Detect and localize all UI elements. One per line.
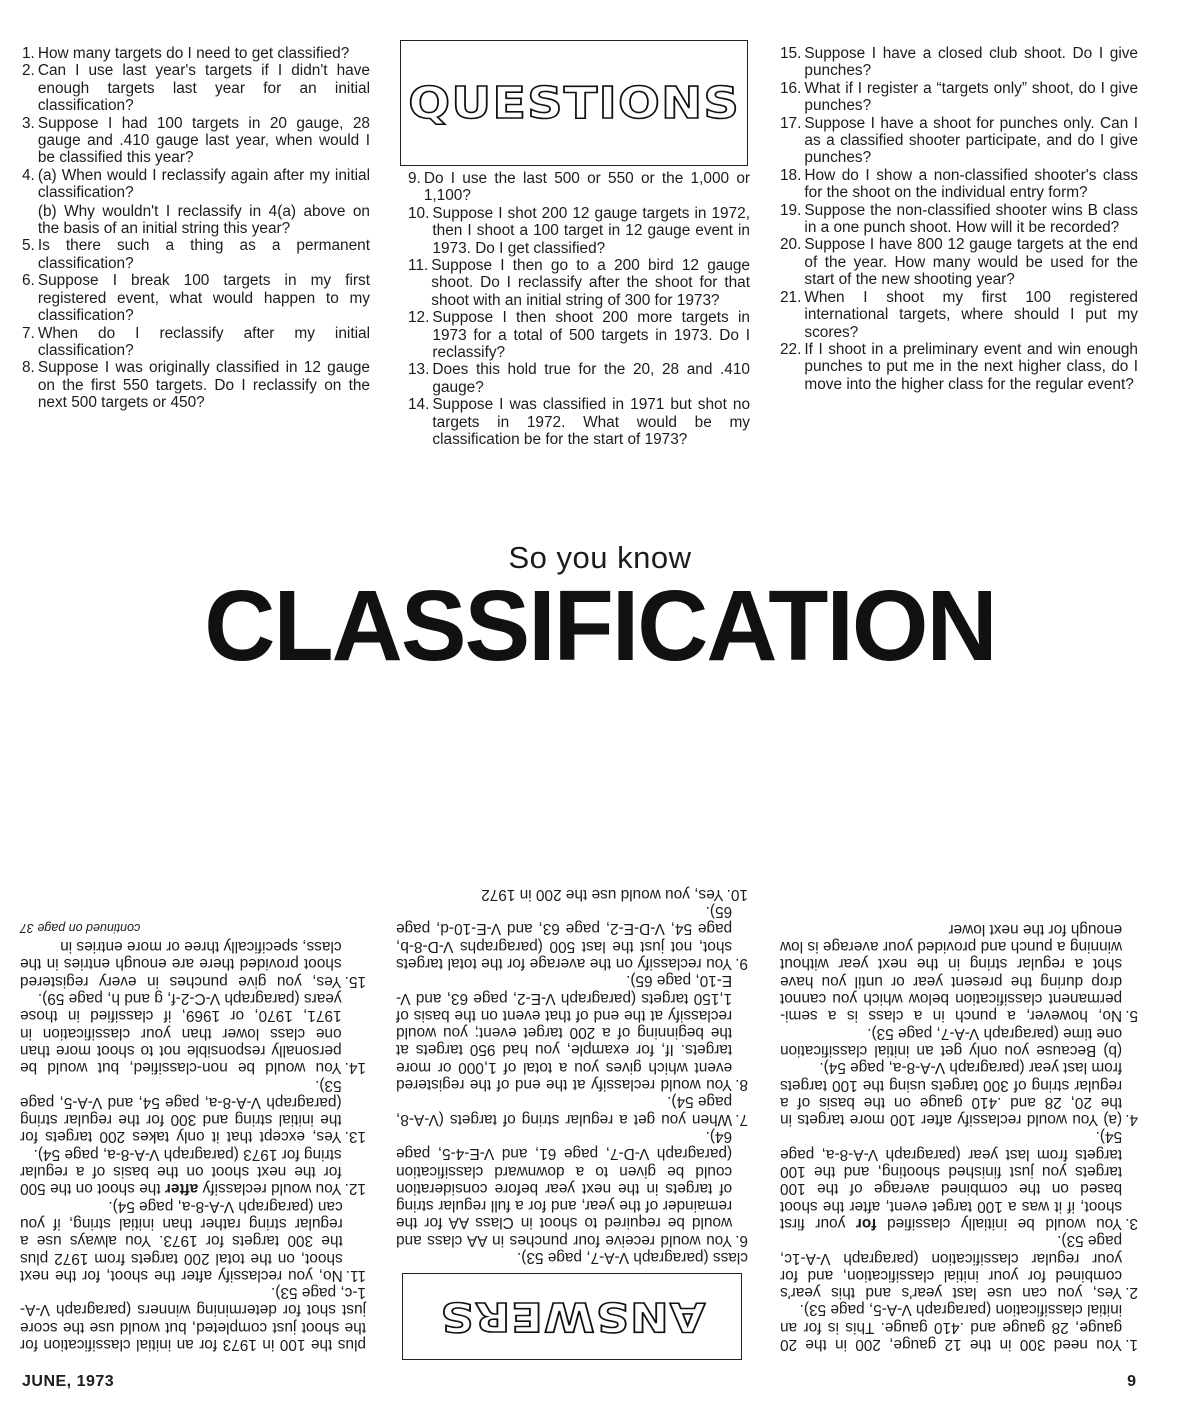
answer-item: 10. Yes, you would use the 200 in 1972 bbox=[481, 885, 748, 903]
question-item: 20. Suppose I have 800 12 gauge targets at the end of the year. How many would be used for the start of the new shooting year? bbox=[780, 236, 1138, 289]
answer-item: 4. (a) You would reclassify after 100 more targets in the 20, 28 and .410 gauge on the basis of a regular string of 300 targets using the 100 targets from last year (paragraph V-A-8-a, page 54). (b) Because you only get an initial classification one time (paragraph V-A-7, page 53). bbox=[780, 1024, 1138, 1129]
question-item: 9. Do I use the last 500 or 550 or the 1,000 or 1,100? bbox=[408, 170, 750, 205]
continued-note: continued on page 37 bbox=[20, 920, 141, 935]
question-item: 2. Can I use last year's targets if I didn't have enough targets last year for an initial classification? bbox=[22, 62, 370, 115]
answer-item: 13. Yes, except that it only takes 200 targets for the initial string and 300 for the regular string (paragraph V-A-8-a, page 54, and V-A-5, page 53). bbox=[20, 1076, 366, 1146]
answer-item: 9. You reclassify on the average for the total targets shot, not just the last 500 (paragraphs V-D-8-b, page 54, V-D-E-2, page 63, and V-E-10-d, page 65). bbox=[396, 903, 748, 972]
answers-column-2: class (paragraph V-A-7, page 53). 6. You would receive four punches in AA class and would be required to shoot in Class AA for the remainder of the year, and for a full regular string of targets in the next year before consideration could be given to a downward classification (paragraph V-D-7, page 61, and V-E-4-5, page 64). 7. When you get a regular string of targets (V-A-8, page 54). 8. You would reclassify at the end of the registered event which gives you a total of 1,000 or more targets. If, for example, you had 950 targets at the beginning of a 200 target event; you would reclassify at the end of that event on the basis of 1,150 targets (paragraph V-E-2, page 63, and V-E-10, page 65). 9. You reclassify on the average for the total targets shot, not just the last 500 (paragraphs V-D-8-b, page 54, V-D-E-2, page 63, and V-E-10-d, page 65). 10. Yes, you would use the 200 in 1972 bbox=[396, 885, 748, 1266]
question-item: 8. Suppose I was originally classified in 12 gauge on the first 550 targets. Do I reclassify on the next 500 targets or 450? bbox=[22, 359, 370, 412]
question-item: 16. What if I register a “targets only” shoot, do I give punches? bbox=[780, 79, 1138, 115]
kicker: So you know bbox=[508, 540, 692, 575]
answer-item: 5. No, however, a punch in a class is a semi-permanent classification below which you cannot drop during the present year or until you have shot a regular string in the next year without winning a punch and provided your average is low enough for the next lower bbox=[780, 920, 1138, 1025]
questions-column-middle bbox=[408, 170, 750, 449]
questions-heading-box bbox=[400, 40, 748, 166]
answer-item: 2. Yes, you can use last year's and this year's combined for your initial classification, and for your regular classification (paragraph V-A-1c, page 53). bbox=[780, 1232, 1138, 1302]
question-item: 11. Suppose I then go to a 200 bird 12 gauge shoot. Do I reclassify after the shoot for that shoot with an initial string of 300 for 1973? bbox=[408, 257, 750, 309]
headline: CLASSIFICATION bbox=[204, 570, 996, 682]
question-item: 10. Suppose I shot 200 12 gauge targets in 1972, then I shoot a 100 target in 12 gauge event in 1973. Do I get classified? bbox=[408, 204, 750, 257]
question-item: 22. If I shoot in a preliminary event and win enough punches to put me in the next higher class, do I move into the higher class for the regular event? bbox=[780, 340, 1138, 393]
answers-heading-box bbox=[402, 1273, 742, 1360]
question-item: 4. (a) When would I reclassify again after my initial classification? (b) Why wouldn't I reclassify in 4(a) above on the basis of an initial string this year? bbox=[22, 166, 370, 238]
question-item: 12. Suppose I then shoot 200 more targets in 1973 for a total of 500 targets in 1973. Do I reclassify? bbox=[408, 309, 750, 362]
questions-heading: QUESTIONS bbox=[408, 77, 740, 129]
question-item: 21. When I shoot my first 100 registered international targets, where should I put my scores? bbox=[780, 288, 1138, 341]
answers-column-1 bbox=[780, 921, 1138, 1353]
answer-item: 12. You would reclassify after the shoot on the 500 for the next shoot on the basis of a regular string for 1973 (paragraph V-A-8-a, page 54). bbox=[20, 1145, 366, 1198]
question-item: 15. Suppose I have a closed club shoot. Do I give punches? bbox=[780, 45, 1138, 80]
questions-column-left bbox=[22, 45, 370, 412]
answers-heading: ANSWERS bbox=[439, 1293, 706, 1340]
question-item: 18. How do I show a non-classified shooter's class for the shoot on the individual entry form? bbox=[780, 166, 1138, 202]
question-item: 5. Is there such a thing as a permanent classification? bbox=[22, 237, 370, 272]
answer-item: 6. You would receive four punches in AA class and would be required to shoot in Class AA for the remainder of the year, and for a full regular string of targets in the next year before consideration could be given to a downward classification (paragraph V-D-7, page 61, and V-E-4-5, page 64). bbox=[396, 1127, 748, 1249]
answers-section bbox=[0, 700, 1200, 1360]
answers-column-3: plus the 100 in 1973 for an initial classification for the shoot just completed, but would use the score just shot for determining winners (paragraph V-A-1-c, page 53). 11. No, you reclassify after the shoot, for the next shoot, on the total 200 targets from 1972 plus the 300 targets for 1973. You always use a regular string rather than initial string, if you can (paragraph V-A-8-a, page 54). 12. You would reclassify after the shoot on the 500 for the next shoot on the basis of a regular string for 1973 (paragraph V-A-8-a, page 54). 13. Yes, except that it only takes 200 targets for the initial string and 300 for the regular string (paragraph V-A-8-a, page 54, and V-A-5, page 53). 14. You would be non-classified, but would be personally responsible not to shoot more than one class lower than your classification in 1971, 1970, or 1969, if classified in those years (paragraph V-C-2-f, g and h, page 59). 15. Yes, you give punches in every registered shoot provided there are enough entries in the class, specifically three or more entries in continued on page 37 bbox=[20, 919, 366, 1353]
question-item: 7. When do I reclassify after my initial classification? bbox=[22, 324, 370, 359]
page-number: 9 bbox=[1127, 1373, 1136, 1390]
issue-date: JUNE, 1973 bbox=[22, 1373, 115, 1390]
answer-item: 7. When you get a regular string of targets (V-A-8, page 54). bbox=[396, 1093, 748, 1128]
question-item: 3. Suppose I had 100 targets in 20 gauge, 28 gauge and .410 gauge last year, when would I be classified this year? bbox=[22, 114, 370, 167]
question-item: 1. How many targets do I need to get classified? bbox=[22, 45, 350, 62]
answer-item: 15. Yes, you give punches in every registered shoot provided there are enough entries in the class, specifically three or more entries in bbox=[20, 938, 366, 990]
answer-item: 1. You need 300 in the 12 gauge, 200 in the 20 gauge, 28 gauge and .410 gauge. This is for an initial classification (paragraph V-A-5, page 53). bbox=[780, 1301, 1138, 1353]
answer-item: 11. No, you reclassify after the shoot, for the next shoot, on the total 200 targets from 1972 plus the 300 targets for 1973. You always use a regular string rather than initial string, if you can (paragraph V-A-8-a, page 54). bbox=[20, 1197, 366, 1284]
answer-item: 3. You would be initially classified for your first shoot, if it was a 100 target event, after the shoot based on the combined average of the 100 targets you just finished shooting, and the 100 targets from last year (paragraph V-A-8-a, page 54). bbox=[780, 1128, 1138, 1232]
question-item: 17. Suppose I have a shoot for punches only. Can I as a classified shooter participate, and do I give punches? bbox=[780, 114, 1138, 167]
answer-item: 14. You would be non-classified, but would be personally responsible not to shoot more than one class lower than your classification in 1971, 1970, or 1969, if classified in those years (paragraph V-C-2-f, g and h, page 59). bbox=[20, 990, 366, 1077]
questions-column-right bbox=[780, 45, 1138, 393]
question-item: 13. Does this hold true for the 20, 28 and .410 gauge? bbox=[408, 361, 750, 396]
answer-item: 8. You would reclassify at the end of the registered event which gives you a total of 1,000 or more targets. If, for example, you had 950 targets at the beginning of a 200 target event; you would reclassify at the end of that event on the basis of 1,150 targets (paragraph V-E-2, page 63, and V-E-10, page 65). bbox=[396, 972, 748, 1094]
question-item: 19. Suppose the non-classified shooter wins B class in a one punch shoot. How will it be recorded? bbox=[780, 201, 1138, 237]
question-item: 6. Suppose I break 100 targets in my first registered event, what would happen to my classification? bbox=[22, 272, 370, 325]
question-item: 14. Suppose I was classified in 1971 but shot no targets in 1972. What would be my classification be for the start of 1973? bbox=[408, 396, 750, 449]
